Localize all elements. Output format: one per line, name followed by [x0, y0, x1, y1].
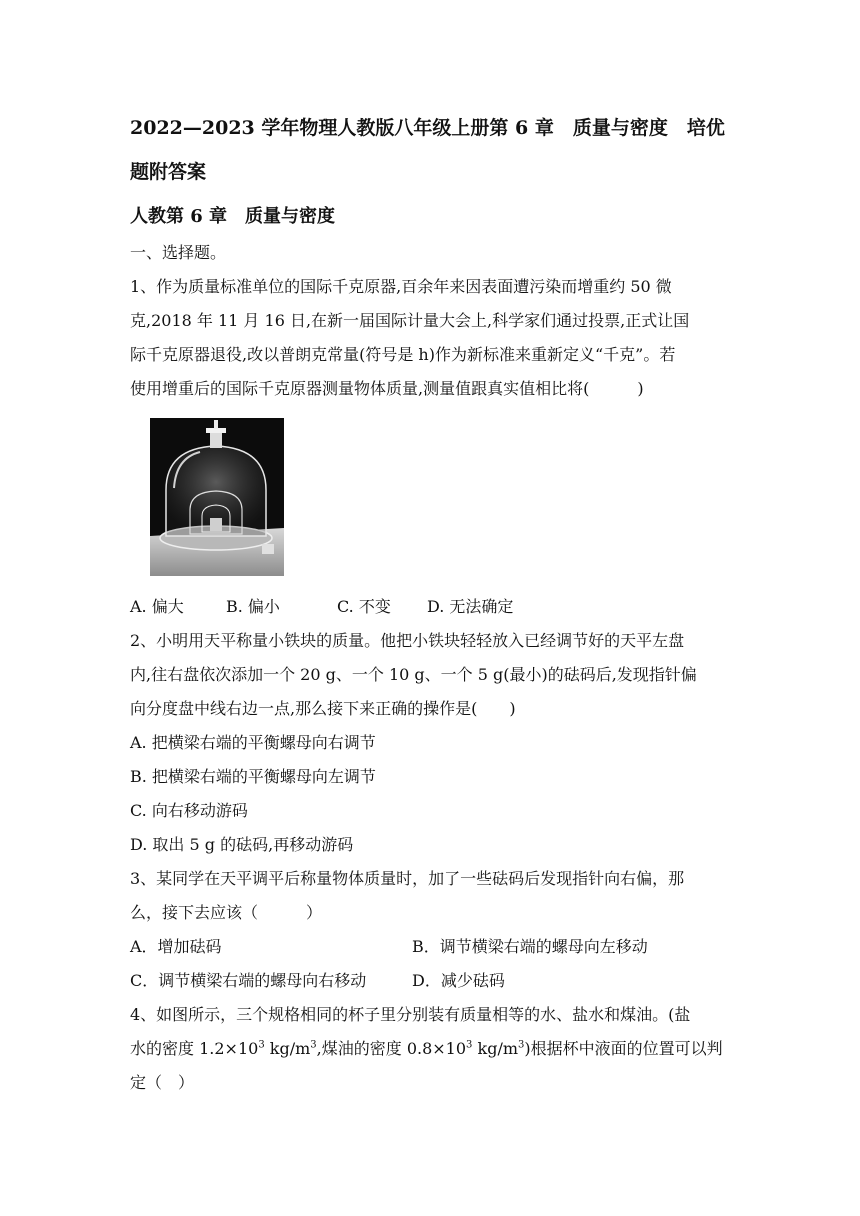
- option-b: B. 偏小: [226, 597, 280, 616]
- section-heading: 人教第 6 章 质量与密度: [130, 206, 336, 227]
- question-4-line: 水的密度 $1.2\times 10^3$ $kg/m^3$,煤油的密度 $0.8\times 10^3$ $kg/m^3$)根据杯中液面的位置可以判: [130, 1039, 723, 1058]
- question-3-line: 3、某同学在天平调平后称量物体质量时，加了一些砝码后发现指针向右偏，那: [130, 869, 685, 888]
- option-b: B．调节横梁右端的螺母向左移动: [412, 937, 648, 956]
- question-1-line: 克,2018 年 11 月 16 日,在新一届国际计量大会上,科学家们通过投票,正式让国: [130, 311, 690, 330]
- option-d: D．减少砝码: [412, 971, 505, 990]
- question-1-line: 1、作为质量标准单位的国际千克原器,百余年来因表面遭污染而增重约 50 微: [130, 277, 672, 296]
- question-3-line: 么，接下去应该（ ）: [130, 903, 323, 922]
- question-1-text: [130, 270, 730, 406]
- question-1-options: [130, 590, 730, 624]
- question-1-line: 际千克原器退役,改以普朗克常量(符号是 h)作为新标准来重新定义“千克”。若: [130, 345, 676, 364]
- question-2-line: 内,往右盘依次添加一个 20 g、一个 10 g、一个 5 g(最小)的砝码后,发现指针偏: [130, 665, 697, 684]
- question-3-text: [130, 862, 730, 998]
- option-c: C. 不变: [337, 597, 391, 616]
- option-a: A. 把横梁右端的平衡螺母向右调节: [130, 733, 376, 752]
- option-c: C．调节横梁右端的螺母向右移动: [130, 971, 367, 990]
- document-title: [130, 106, 740, 194]
- question-3-options-row-1: [130, 930, 730, 964]
- bell-jar-illustration: [150, 418, 284, 576]
- option-d: D. 取出 5 g 的砝码,再移动游码: [130, 835, 354, 854]
- title-line-2: 题附答案: [130, 161, 207, 183]
- kilogram-prototype-photo: [150, 418, 284, 576]
- question-4-line: 4、如图所示，三个规格相同的杯子里分别装有质量相等的水、盐水和煤油。(盐: [130, 1005, 691, 1024]
- question-2-text: [130, 624, 730, 862]
- part-heading: 一、选择题。: [130, 243, 227, 262]
- question-1-line: 使用增重后的国际千克原器测量物体质量,测量值跟真实值相比将( ): [130, 379, 644, 398]
- question-2-line: 2、小明用天平称量小铁块的质量。他把小铁块轻轻放入已经调节好的天平左盘: [130, 631, 685, 650]
- title-line-1: 2022—2023 学年物理人教版八年级上册第 6 章 质量与密度 培优: [130, 117, 725, 139]
- option-a: A．增加砝码: [130, 937, 222, 956]
- option-b: B. 把横梁右端的平衡螺母向左调节: [130, 767, 376, 786]
- option-d: D. 无法确定: [427, 597, 514, 616]
- question-3-options-row-2: [130, 964, 730, 998]
- option-c: C. 向右移动游码: [130, 801, 248, 820]
- question-4-line: 定（ ）: [130, 1073, 195, 1092]
- question-2-line: 向分度盘中线右边一点,那么接下来正确的操作是( ): [130, 699, 516, 718]
- question-4-text: [130, 998, 730, 1100]
- option-a: A. 偏大: [130, 597, 184, 616]
